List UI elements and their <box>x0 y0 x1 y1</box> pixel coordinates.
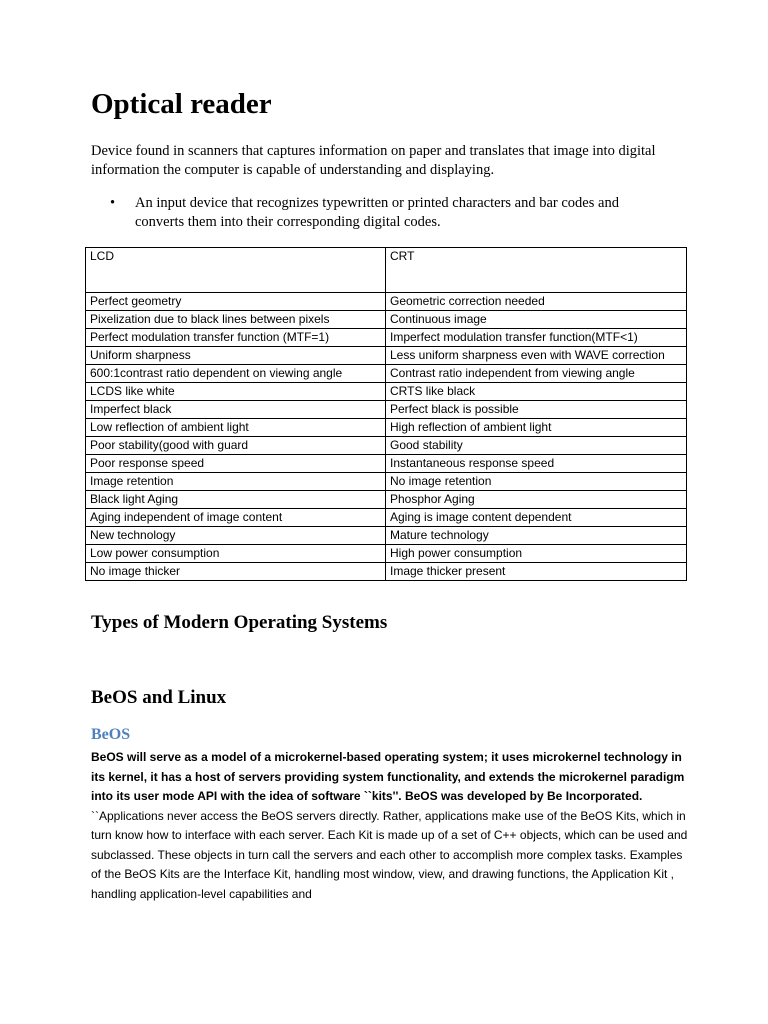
table-cell-crt: Imperfect modulation transfer function(MTF<1) <box>386 329 687 347</box>
table-cell-crt: No image retention <box>386 473 687 491</box>
intro-paragraph: Device found in scanners that captures information on paper and translates that image into digital information the computer is capable of understanding and displaying. <box>91 143 656 178</box>
table-row <box>86 329 687 347</box>
table-header-lcd: LCD <box>86 248 386 293</box>
section-heading-beos-linux: BeOS and Linux <box>91 687 227 708</box>
table-cell-lcd: Image retention <box>86 473 386 491</box>
table-cell-lcd: 600:1contrast ratio dependent on viewing angle <box>86 365 386 383</box>
table-cell-crt: Phosphor Aging <box>386 491 687 509</box>
lcd-crt-comparison-table <box>85 247 687 581</box>
beos-paragraph <box>91 748 691 904</box>
table-cell-lcd: Black light Aging <box>86 491 386 509</box>
table-header-row <box>86 248 687 293</box>
table-row <box>86 347 687 365</box>
table-row <box>86 563 687 581</box>
table-cell-crt: Good stability <box>386 437 687 455</box>
table-cell-crt: Less uniform sharpness even with WAVE correction <box>386 347 687 365</box>
table-row <box>86 545 687 563</box>
bullet-text: An input device that recognizes typewritten or printed characters and bar codes and converts them into their corresponding digital codes. <box>135 195 619 230</box>
page-title: Optical reader <box>91 88 272 120</box>
table-cell-crt: High reflection of ambient light <box>386 419 687 437</box>
table-row <box>86 473 687 491</box>
table-cell-crt: Continuous image <box>386 311 687 329</box>
table-row <box>86 437 687 455</box>
table-cell-lcd: Poor stability(good with guard <box>86 437 386 455</box>
table-row <box>86 491 687 509</box>
table-cell-crt: Perfect black is possible <box>386 401 687 419</box>
beos-paragraph-regular: ``Applications never access the BeOS servers directly. Rather, applications make use of the BeOS Kits, which in turn know how to interface with each server. Each Kit is made up of a set of C++ objects, which can be used and subclassed. These objects in turn call the servers and each other to accomplish more complex tasks. Examples of the BeOS Kits are the Interface Kit, handling most window, view, and drawing functions, the Application Kit , handling application-level capabilities and <box>91 808 688 901</box>
table-row <box>86 365 687 383</box>
table-cell-lcd: Poor response speed <box>86 455 386 473</box>
table-row <box>86 401 687 419</box>
table-row <box>86 509 687 527</box>
table-cell-lcd: No image thicker <box>86 563 386 581</box>
table-row <box>86 419 687 437</box>
table-cell-crt: Aging is image content dependent <box>386 509 687 527</box>
table-cell-lcd: Low power consumption <box>86 545 386 563</box>
table-cell-lcd: Imperfect black <box>86 401 386 419</box>
table-row <box>86 293 687 311</box>
table-header-crt: CRT <box>386 248 687 293</box>
table-row <box>86 455 687 473</box>
table-cell-lcd: New technology <box>86 527 386 545</box>
table-row <box>86 383 687 401</box>
table-cell-lcd: Pixelization due to black lines between pixels <box>86 311 386 329</box>
beos-paragraph-bold: BeOS will serve as a model of a microkernel-based operating system; it uses microkernel technology in its kernel, it has a host of servers providing system functionality, and extends the microkernel paradigm into its user mode API with the idea of software ``kits''. BeOS was developed by Be Incorporated. <box>91 750 685 803</box>
table-cell-crt: Contrast ratio independent from viewing angle <box>386 365 687 383</box>
table-cell-lcd: Perfect modulation transfer function (MTF=1) <box>86 329 386 347</box>
table-row <box>86 527 687 545</box>
table-cell-lcd: LCDS like white <box>86 383 386 401</box>
table-cell-crt: CRTS like black <box>386 383 687 401</box>
table-cell-crt: Mature technology <box>386 527 687 545</box>
table-row <box>86 311 687 329</box>
table-cell-crt: Instantaneous response speed <box>386 455 687 473</box>
table-cell-crt: High power consumption <box>386 545 687 563</box>
section-heading-types: Types of Modern Operating Systems <box>91 612 388 633</box>
table-cell-lcd: Perfect geometry <box>86 293 386 311</box>
table-cell-lcd: Uniform sharpness <box>86 347 386 365</box>
subsection-heading-beos: BeOS <box>91 726 131 743</box>
bullet-icon: • <box>110 195 116 211</box>
table-cell-lcd: Low reflection of ambient light <box>86 419 386 437</box>
table-cell-crt: Geometric correction needed <box>386 293 687 311</box>
table-cell-crt: Image thicker present <box>386 563 687 581</box>
table-cell-lcd: Aging independent of image content <box>86 509 386 527</box>
